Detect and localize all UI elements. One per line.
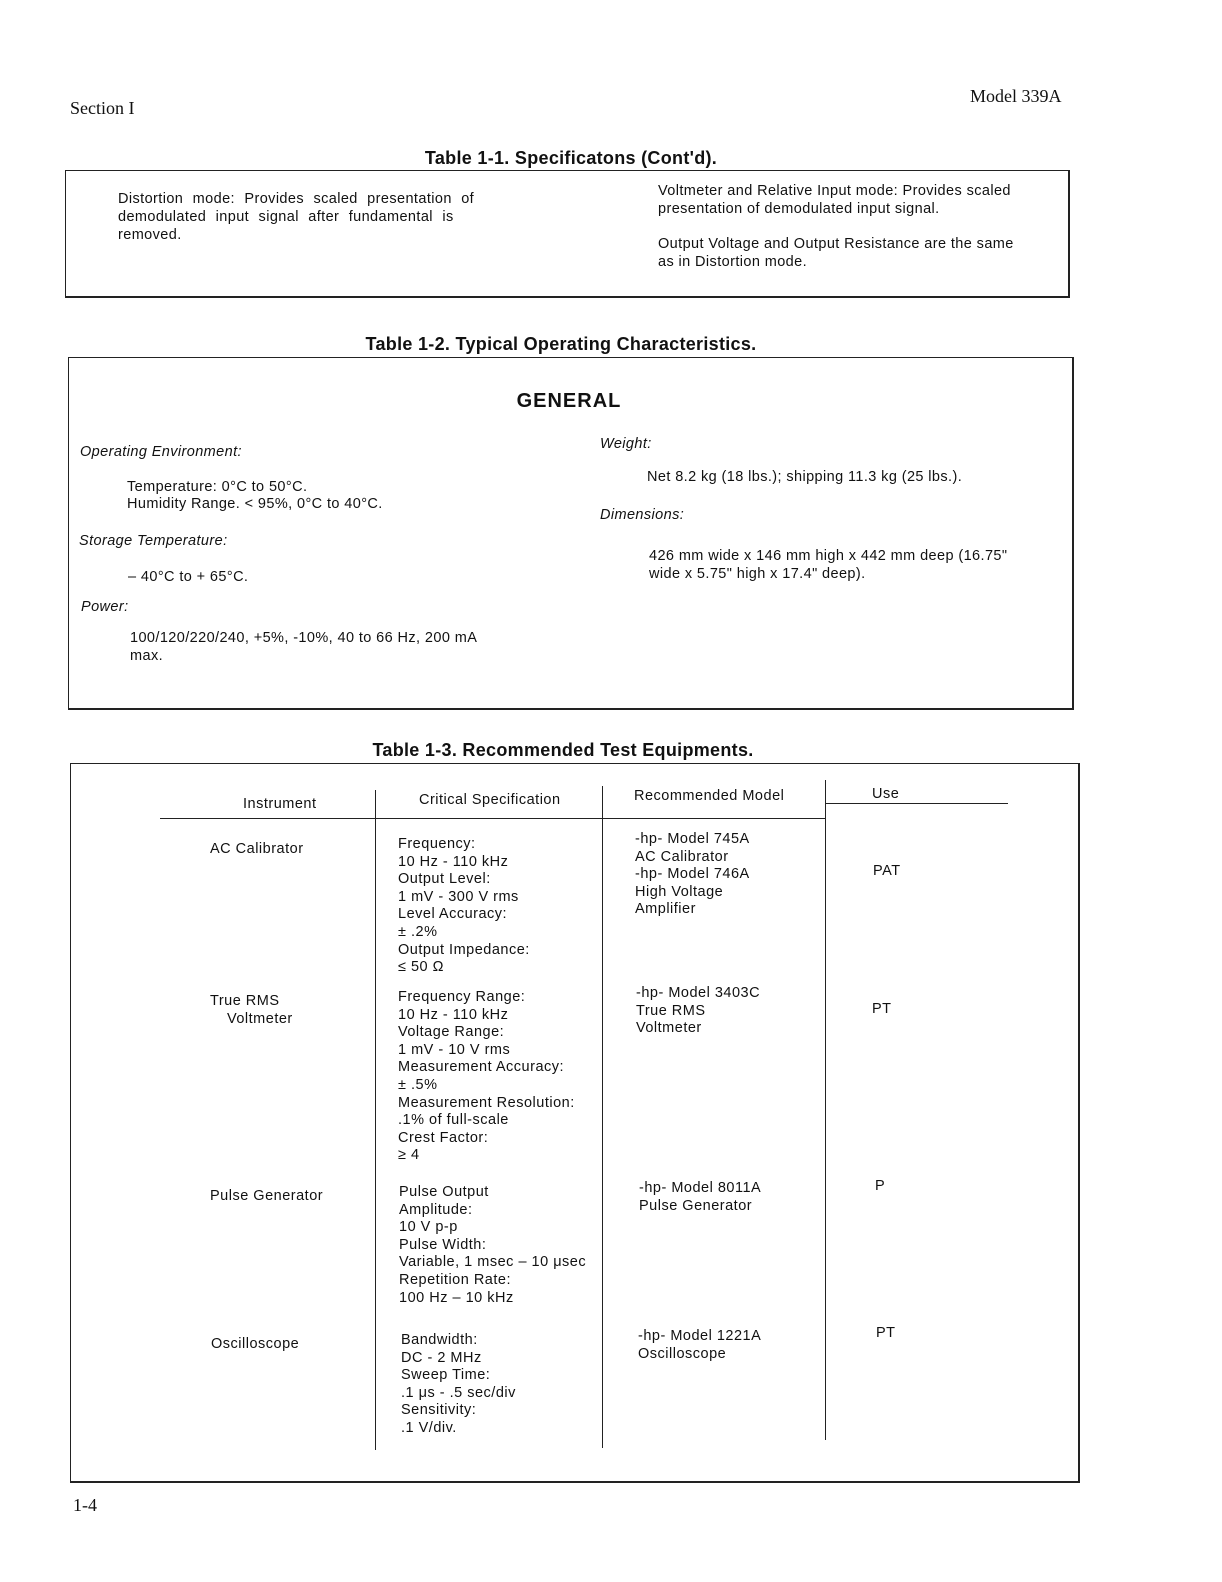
text-line: removed. bbox=[118, 227, 182, 243]
spec-line: Frequency: bbox=[398, 836, 476, 852]
use-ac-calibrator: PAT bbox=[873, 863, 901, 879]
model-line: Oscilloscope bbox=[638, 1345, 727, 1362]
table-1-3-caption: Table 1-3. Recommended Test Equipments. bbox=[372, 740, 754, 760]
model-line: Voltmeter bbox=[636, 1020, 702, 1037]
page-number: 1-4 bbox=[73, 1495, 97, 1515]
spec-line: 10 Hz - 110 kHz bbox=[398, 1006, 509, 1023]
text-line: 426 mm wide x 146 mm high x 442 mm deep (16.75" bbox=[649, 548, 1008, 564]
spec-line: 100 Hz – 10 kHz bbox=[399, 1289, 514, 1306]
storage-temperature-value: – 40°C to + 65°C. bbox=[128, 569, 249, 585]
power-label: Power: bbox=[81, 599, 129, 615]
column-divider bbox=[602, 786, 603, 1448]
use-header-underline bbox=[825, 803, 1008, 804]
text-line: presentation of demodulated input signal. bbox=[658, 201, 940, 217]
weight-label: Weight: bbox=[600, 436, 652, 452]
use-pulse-generator: P bbox=[875, 1178, 886, 1194]
model-true-rms-voltmeter bbox=[636, 985, 760, 1038]
model-line: High Voltage bbox=[635, 883, 724, 900]
spec-line: Voltage Range: bbox=[398, 1024, 505, 1041]
dimensions-label: Dimensions: bbox=[600, 507, 685, 523]
use-true-rms-voltmeter: PT bbox=[872, 1001, 892, 1017]
column-header-critical-specification: Critical Specification bbox=[419, 792, 561, 808]
column-divider bbox=[375, 790, 376, 1450]
text-line: demodulated input signal after fundamental is bbox=[118, 209, 454, 225]
column-header-recommended-model: Recommended Model bbox=[634, 788, 785, 804]
spec-line: Bandwidth: bbox=[401, 1332, 478, 1348]
model-line: AC Calibrator bbox=[635, 848, 729, 865]
model-pulse-generator bbox=[639, 1180, 761, 1215]
column-divider bbox=[825, 780, 826, 1440]
spec-line: 1 mV - 300 V rms bbox=[398, 888, 519, 905]
spec-line: .1% of full-scale bbox=[398, 1112, 509, 1129]
spec-line: Sweep Time: bbox=[401, 1367, 491, 1384]
column-header-use: Use bbox=[872, 786, 900, 802]
operating-environment-label: Operating Environment: bbox=[80, 444, 242, 460]
spec-line: Repetition Rate: bbox=[399, 1271, 511, 1288]
model-oscilloscope bbox=[638, 1328, 761, 1363]
weight-value: Net 8.2 kg (18 lbs.); shipping 11.3 kg (25 lbs.). bbox=[647, 469, 963, 485]
storage-temperature-label: Storage Temperature: bbox=[79, 533, 228, 549]
text-line: max. bbox=[130, 648, 164, 664]
spec-line: Frequency Range: bbox=[398, 989, 526, 1005]
spec-pulse-generator bbox=[399, 1184, 586, 1307]
humidity-text: Humidity Range. < 95%, 0°C to 40°C. bbox=[127, 496, 383, 512]
model-line: Pulse Generator bbox=[639, 1197, 753, 1214]
text-line: Distortion mode: Provides scaled presentation of bbox=[118, 191, 475, 207]
spec-line: .1 V/div. bbox=[401, 1419, 457, 1436]
model-line: -hp- Model 3403C bbox=[636, 985, 761, 1001]
spec-line: ± .5% bbox=[398, 1076, 438, 1093]
spec-line: Amplitude: bbox=[399, 1201, 473, 1218]
model-line: True RMS bbox=[636, 1002, 706, 1019]
output-voltage-text bbox=[658, 235, 1014, 271]
temperature-text: Temperature: 0°C to 50°C. bbox=[127, 479, 308, 495]
model-line: -hp- Model 1221A bbox=[638, 1328, 762, 1344]
model-line: Amplifier bbox=[635, 901, 696, 918]
spec-line: ≤ 50 Ω bbox=[398, 959, 444, 976]
text-line: Voltmeter and Relative Input mode: Provides scaled bbox=[658, 183, 1011, 199]
spec-line: ± .2% bbox=[398, 923, 438, 940]
spec-true-rms-voltmeter bbox=[398, 989, 575, 1165]
spec-line: Output Impedance: bbox=[398, 941, 530, 958]
model-label: Model 339A bbox=[970, 86, 1062, 106]
model-line: -hp- Model 746A bbox=[635, 866, 750, 883]
spec-ac-calibrator bbox=[398, 836, 530, 977]
general-heading: GENERAL bbox=[516, 390, 622, 412]
model-line: -hp- Model 8011A bbox=[639, 1180, 762, 1196]
instrument-line: True RMS bbox=[210, 993, 280, 1009]
spec-line: Pulse Width: bbox=[399, 1236, 487, 1253]
spec-line: Measurement Accuracy: bbox=[398, 1059, 565, 1076]
spec-line: Measurement Resolution: bbox=[398, 1094, 575, 1111]
spec-line: DC - 2 MHz bbox=[401, 1349, 482, 1366]
table-1-1-caption: Table 1-1. Specificatons (Cont'd). bbox=[424, 148, 718, 168]
table-1-2-caption: Table 1-2. Typical Operating Characteristics. bbox=[365, 334, 757, 354]
header-underline bbox=[160, 818, 825, 819]
use-oscilloscope: PT bbox=[876, 1325, 896, 1341]
instrument-ac-calibrator: AC Calibrator bbox=[210, 841, 304, 857]
spec-line: Variable, 1 msec – 10 μsec bbox=[399, 1254, 587, 1271]
text-line: Output Voltage and Output Resistance are the same bbox=[658, 236, 1014, 252]
text-line: wide x 5.75" high x 17.4" deep). bbox=[649, 566, 866, 582]
spec-line: Sensitivity: bbox=[401, 1402, 477, 1419]
text-line: 100/120/220/240, +5%, -10%, 40 to 66 Hz, 200 mA bbox=[130, 630, 478, 646]
model-line: -hp- Model 745A bbox=[635, 831, 750, 847]
spec-line: Pulse Output bbox=[399, 1184, 489, 1200]
distortion-mode-text bbox=[118, 190, 474, 244]
spec-line: 10 Hz - 110 kHz bbox=[398, 853, 509, 870]
model-ac-calibrator bbox=[635, 831, 750, 919]
instrument-line: Voltmeter bbox=[227, 1010, 293, 1027]
spec-oscilloscope bbox=[401, 1332, 516, 1438]
spec-line: Crest Factor: bbox=[398, 1129, 489, 1146]
text-line: as in Distortion mode. bbox=[658, 254, 808, 270]
spec-line: 10 V p-p bbox=[399, 1219, 458, 1236]
spec-line: 1 mV - 10 V rms bbox=[398, 1041, 511, 1058]
spec-line: Level Accuracy: bbox=[398, 906, 508, 923]
instrument-pulse-generator: Pulse Generator bbox=[210, 1188, 324, 1204]
instrument-oscilloscope: Oscilloscope bbox=[211, 1336, 300, 1352]
table-1-3-box bbox=[70, 763, 1080, 1483]
power-text bbox=[130, 629, 477, 665]
voltmeter-mode-text bbox=[658, 182, 1011, 218]
column-header-instrument: Instrument bbox=[243, 796, 317, 812]
spec-line: .1 μs - .5 sec/div bbox=[401, 1384, 516, 1401]
section-label: Section I bbox=[70, 98, 135, 118]
spec-line: Output Level: bbox=[398, 871, 491, 888]
spec-line: ≥ 4 bbox=[398, 1147, 420, 1164]
dimensions-text bbox=[649, 547, 1007, 583]
instrument-true-rms-voltmeter bbox=[210, 993, 293, 1028]
